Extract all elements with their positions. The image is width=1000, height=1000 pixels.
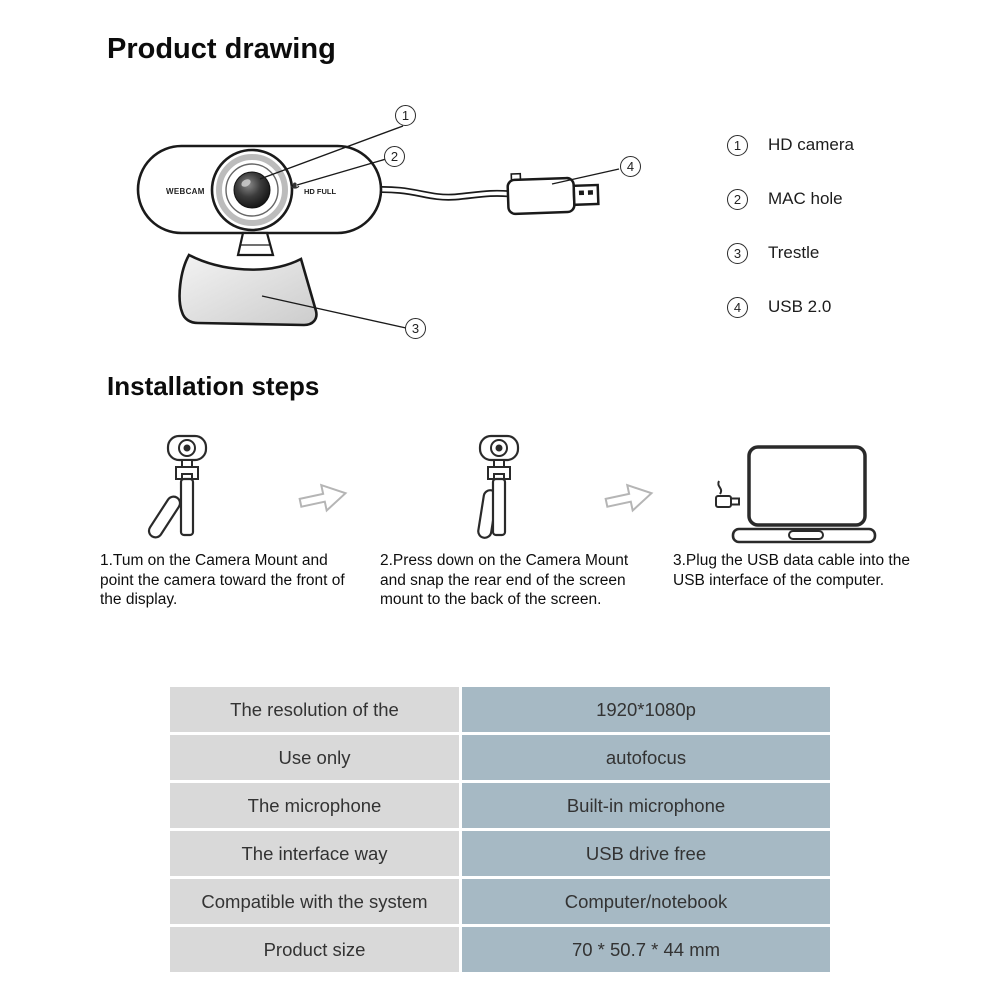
callout-3-badge: 3 (405, 318, 426, 339)
step2-mount-icon (452, 434, 542, 549)
laptop-icon (715, 443, 880, 548)
spec-key-cell: The microphone (170, 783, 459, 828)
hd-full-print-label: HD FULL (304, 187, 337, 196)
spec-key-cell: The resolution of the (170, 687, 459, 732)
spec-key-cell: The interface way (170, 831, 459, 876)
spec-value-cell: 70 * 50.7 * 44 mm (462, 927, 830, 972)
usb-plug-small-icon (716, 496, 731, 507)
step2-text: 2.Press down on the Camera Mount and snap the rear end of the screen mount to the back of the screen. (380, 552, 629, 609)
legend-item-hd-camera (727, 118, 854, 172)
parts-legend (727, 118, 854, 334)
step1-mount-icon (140, 434, 230, 549)
legend-number-badge: 2 (727, 189, 748, 210)
step3-text: 3.Plug the USB data cable into the USB interface of the computer. (673, 552, 910, 589)
spec-table (170, 687, 830, 972)
spec-key-cell: Product size (170, 927, 459, 972)
spec-value-cell: 1920*1080p (462, 687, 830, 732)
usb-cable-icon (368, 190, 512, 198)
webcam-print-label: WEBCAM (166, 187, 205, 196)
page-title: Product drawing (107, 33, 336, 65)
webcam-neck-icon (238, 233, 273, 255)
callout-4-badge: 4 (620, 156, 641, 177)
trestle-icon (180, 255, 317, 325)
legend-label: HD camera (768, 135, 854, 154)
usb-plug-icon (507, 171, 598, 214)
callout-1-badge: 1 (395, 105, 416, 126)
spec-value-cell: Built-in microphone (462, 783, 830, 828)
legend-number-badge: 1 (727, 135, 748, 156)
legend-item-trestle (727, 226, 854, 280)
legend-label: MAC hole (768, 189, 843, 208)
arrow-right-icon (602, 472, 658, 516)
legend-number-badge: 3 (727, 243, 748, 264)
spec-key-cell: Use only (170, 735, 459, 780)
spec-value-cell: autofocus (462, 735, 830, 780)
webcam-body-icon (138, 146, 381, 233)
product-diagram (110, 95, 685, 357)
legend-label: Trestle (768, 243, 820, 262)
legend-number-badge: 4 (727, 297, 748, 318)
step1-text: 1.Tum on the Camera Mount and point the camera toward the front of the display. (100, 552, 345, 609)
spec-value-cell: USB drive free (462, 831, 830, 876)
legend-item-usb (727, 280, 854, 334)
spec-value-cell: Computer/notebook (462, 879, 830, 924)
callout-2-badge: 2 (384, 146, 405, 167)
arrow-right-icon (296, 472, 352, 516)
installation-steps-title: Installation steps (107, 371, 320, 401)
spec-key-cell: Compatible with the system (170, 879, 459, 924)
webcam-drawing-icon (110, 95, 685, 357)
legend-item-mac-hole (727, 172, 854, 226)
legend-label: USB 2.0 (768, 297, 832, 316)
